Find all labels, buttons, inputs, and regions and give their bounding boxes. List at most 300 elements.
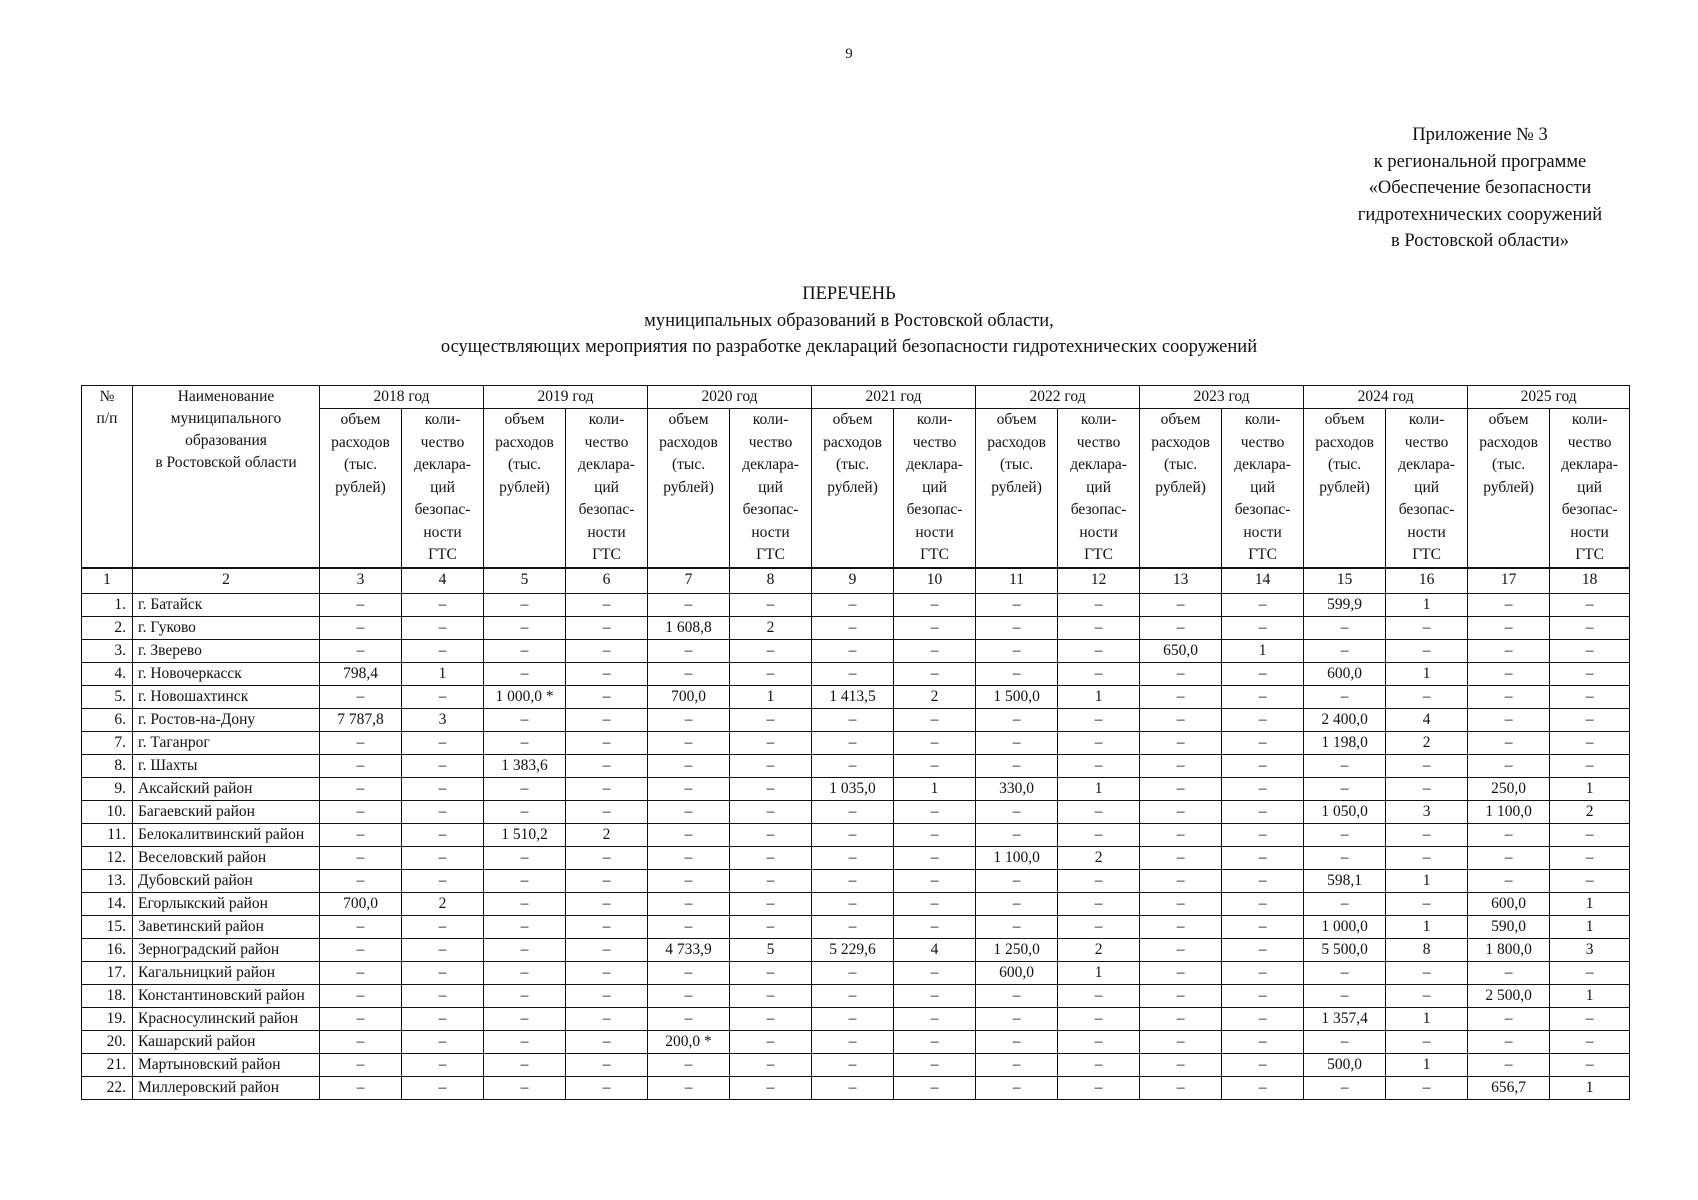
- volume-cell: –: [812, 1007, 894, 1030]
- volume-cell: –: [484, 961, 566, 984]
- count-cell: –: [894, 754, 976, 777]
- column-number: 12: [1058, 568, 1140, 594]
- appendix-line: к региональной программе: [1373, 151, 1587, 172]
- appendix-line: Приложение № 3: [1412, 125, 1548, 145]
- volume-cell: –: [1140, 1007, 1222, 1030]
- volume-cell: 1 250,0: [976, 938, 1058, 961]
- volume-cell: 500,0: [1304, 1053, 1386, 1076]
- volume-cell: 250,0: [1468, 777, 1550, 800]
- count-cell: –: [730, 708, 812, 731]
- volume-cell: –: [976, 1007, 1058, 1030]
- count-cell: –: [730, 639, 812, 662]
- municipality-name: Аксайский район: [133, 777, 320, 800]
- count-cell: 1: [1058, 777, 1140, 800]
- header-year: 2019 год: [484, 386, 648, 409]
- volume-cell: –: [976, 639, 1058, 662]
- count-cell: –: [1386, 616, 1468, 639]
- volume-cell: 798,4: [320, 662, 402, 685]
- volume-cell: –: [648, 846, 730, 869]
- count-cell: –: [566, 938, 648, 961]
- appendix-line: «Обеспечение безопасности: [1368, 178, 1592, 198]
- volume-cell: –: [484, 892, 566, 915]
- count-cell: –: [1058, 1030, 1140, 1053]
- count-cell: –: [1550, 961, 1630, 984]
- volume-cell: –: [320, 685, 402, 708]
- volume-cell: –: [320, 984, 402, 1007]
- volume-cell: –: [484, 800, 566, 823]
- column-number: 5: [484, 568, 566, 594]
- row-number: 1.: [82, 593, 133, 616]
- count-cell: –: [402, 1053, 484, 1076]
- volume-cell: –: [648, 731, 730, 754]
- row-number: 9.: [82, 777, 133, 800]
- volume-cell: –: [648, 800, 730, 823]
- volume-cell: –: [812, 1053, 894, 1076]
- count-cell: –: [402, 869, 484, 892]
- table-row: [82, 731, 1630, 754]
- count-cell: –: [566, 915, 648, 938]
- volume-cell: –: [1140, 869, 1222, 892]
- municipalities-table: [81, 385, 1630, 1100]
- count-cell: 4: [1386, 708, 1468, 731]
- header-count: коли- чество деклара- ций безопас- ности ГТС: [566, 409, 648, 568]
- count-cell: –: [1550, 731, 1630, 754]
- table-row: [82, 915, 1630, 938]
- municipality-name: г. Зверево: [133, 639, 320, 662]
- count-cell: –: [894, 616, 976, 639]
- row-number: 14.: [82, 892, 133, 915]
- count-cell: –: [894, 593, 976, 616]
- volume-cell: –: [812, 846, 894, 869]
- row-number: 5.: [82, 685, 133, 708]
- volume-cell: –: [1468, 1030, 1550, 1053]
- volume-cell: –: [320, 961, 402, 984]
- count-cell: –: [1222, 823, 1304, 846]
- volume-cell: 2 500,0: [1468, 984, 1550, 1007]
- count-cell: –: [566, 685, 648, 708]
- volume-cell: –: [1140, 938, 1222, 961]
- count-cell: –: [402, 1076, 484, 1099]
- volume-cell: –: [648, 1053, 730, 1076]
- row-number: 20.: [82, 1030, 133, 1053]
- row-number: 13.: [82, 869, 133, 892]
- header-year: 2024 год: [1304, 386, 1468, 409]
- count-cell: –: [1386, 846, 1468, 869]
- count-cell: –: [1550, 616, 1630, 639]
- count-cell: –: [566, 616, 648, 639]
- count-cell: –: [566, 777, 648, 800]
- volume-cell: –: [976, 892, 1058, 915]
- count-cell: –: [1222, 593, 1304, 616]
- municipality-name: Миллеровский район: [133, 1076, 320, 1099]
- volume-cell: –: [320, 616, 402, 639]
- count-cell: –: [402, 915, 484, 938]
- volume-cell: –: [1304, 1030, 1386, 1053]
- count-cell: –: [730, 662, 812, 685]
- volume-cell: –: [484, 846, 566, 869]
- count-cell: –: [894, 892, 976, 915]
- count-cell: –: [402, 731, 484, 754]
- column-number: 4: [402, 568, 484, 594]
- volume-cell: –: [648, 777, 730, 800]
- table-row: [82, 593, 1630, 616]
- header-num: № п/п: [82, 386, 133, 568]
- row-number: 12.: [82, 846, 133, 869]
- municipality-name: г. Шахты: [133, 754, 320, 777]
- volume-cell: –: [320, 1076, 402, 1099]
- volume-cell: –: [1468, 754, 1550, 777]
- count-cell: –: [566, 754, 648, 777]
- table-row: [82, 662, 1630, 685]
- count-cell: 8: [1386, 938, 1468, 961]
- count-cell: –: [402, 1007, 484, 1030]
- count-cell: –: [730, 593, 812, 616]
- volume-cell: –: [648, 915, 730, 938]
- count-cell: –: [1550, 1030, 1630, 1053]
- count-cell: 1: [402, 662, 484, 685]
- volume-cell: –: [812, 1076, 894, 1099]
- count-cell: 1: [1386, 915, 1468, 938]
- volume-cell: –: [1140, 1053, 1222, 1076]
- count-cell: 3: [1550, 938, 1630, 961]
- count-cell: –: [1058, 800, 1140, 823]
- count-cell: –: [1058, 731, 1140, 754]
- volume-cell: –: [1304, 1076, 1386, 1099]
- column-number: 18: [1550, 568, 1630, 594]
- count-cell: –: [1058, 593, 1140, 616]
- count-cell: –: [1386, 984, 1468, 1007]
- volume-cell: –: [320, 731, 402, 754]
- count-cell: –: [730, 961, 812, 984]
- count-cell: –: [566, 800, 648, 823]
- count-cell: –: [402, 639, 484, 662]
- municipality-name: Дубовский район: [133, 869, 320, 892]
- column-number: 17: [1468, 568, 1550, 594]
- count-cell: –: [566, 708, 648, 731]
- volume-cell: –: [320, 754, 402, 777]
- count-cell: 4: [894, 938, 976, 961]
- volume-cell: –: [484, 1007, 566, 1030]
- count-cell: –: [1550, 685, 1630, 708]
- volume-cell: –: [484, 915, 566, 938]
- count-cell: –: [1386, 754, 1468, 777]
- volume-cell: –: [1304, 846, 1386, 869]
- header-row-years: [82, 386, 1630, 409]
- municipality-name: Егорлыкский район: [133, 892, 320, 915]
- count-cell: –: [894, 823, 976, 846]
- row-number: 15.: [82, 915, 133, 938]
- volume-cell: –: [1140, 892, 1222, 915]
- count-cell: –: [894, 639, 976, 662]
- count-cell: –: [730, 823, 812, 846]
- column-number: 11: [976, 568, 1058, 594]
- count-cell: –: [1058, 984, 1140, 1007]
- municipality-name: Кашарский район: [133, 1030, 320, 1053]
- volume-cell: –: [648, 823, 730, 846]
- column-number: 1: [82, 568, 133, 594]
- count-cell: –: [1058, 708, 1140, 731]
- municipality-name: г. Батайск: [133, 593, 320, 616]
- count-cell: –: [566, 1076, 648, 1099]
- volume-cell: –: [1140, 731, 1222, 754]
- volume-cell: 4 733,9: [648, 938, 730, 961]
- count-cell: –: [566, 984, 648, 1007]
- volume-cell: –: [648, 1007, 730, 1030]
- volume-cell: –: [1468, 616, 1550, 639]
- volume-cell: –: [1140, 662, 1222, 685]
- volume-cell: –: [976, 1053, 1058, 1076]
- count-cell: –: [402, 777, 484, 800]
- count-cell: –: [1550, 639, 1630, 662]
- municipality-name: г. Новошахтинск: [133, 685, 320, 708]
- header-name: Наименование муниципального образования в Ростовской области: [133, 386, 320, 568]
- table-row: [82, 639, 1630, 662]
- row-number: 18.: [82, 984, 133, 1007]
- count-cell: –: [894, 1076, 976, 1099]
- volume-cell: –: [1468, 593, 1550, 616]
- volume-cell: –: [484, 869, 566, 892]
- count-cell: –: [894, 1007, 976, 1030]
- volume-cell: –: [1140, 800, 1222, 823]
- count-cell: –: [566, 639, 648, 662]
- volume-cell: –: [976, 915, 1058, 938]
- count-cell: –: [1222, 777, 1304, 800]
- volume-cell: –: [1140, 846, 1222, 869]
- volume-cell: –: [648, 593, 730, 616]
- count-cell: –: [1058, 639, 1140, 662]
- volume-cell: –: [484, 1076, 566, 1099]
- volume-cell: –: [976, 984, 1058, 1007]
- municipality-name: Белокалитвинский район: [133, 823, 320, 846]
- header-volume: объем расходов (тыс. рублей): [1304, 409, 1386, 568]
- count-cell: –: [1058, 1007, 1140, 1030]
- volume-cell: –: [812, 984, 894, 1007]
- volume-cell: –: [1304, 823, 1386, 846]
- count-cell: 2: [730, 616, 812, 639]
- volume-cell: –: [812, 800, 894, 823]
- header-count: коли- чество деклара- ций безопас- ности ГТС: [1386, 409, 1468, 568]
- count-cell: 3: [1386, 800, 1468, 823]
- volume-cell: –: [484, 1053, 566, 1076]
- title-line: ПЕРЕЧЕНЬ: [802, 284, 896, 304]
- count-cell: –: [730, 754, 812, 777]
- count-cell: 1: [1550, 984, 1630, 1007]
- count-cell: –: [402, 846, 484, 869]
- volume-cell: –: [648, 869, 730, 892]
- volume-cell: –: [1304, 777, 1386, 800]
- count-cell: –: [566, 662, 648, 685]
- volume-cell: –: [484, 662, 566, 685]
- count-cell: –: [566, 892, 648, 915]
- municipality-name: г. Новочеркасск: [133, 662, 320, 685]
- count-cell: –: [1058, 892, 1140, 915]
- volume-cell: –: [648, 1076, 730, 1099]
- table-row: [82, 800, 1630, 823]
- municipality-name: г. Ростов-на-Дону: [133, 708, 320, 731]
- count-cell: –: [1386, 961, 1468, 984]
- volume-cell: –: [1140, 915, 1222, 938]
- table-row: [82, 869, 1630, 892]
- count-cell: 1: [1222, 639, 1304, 662]
- volume-cell: –: [1468, 823, 1550, 846]
- count-cell: –: [1222, 616, 1304, 639]
- count-cell: 2: [894, 685, 976, 708]
- volume-cell: –: [320, 869, 402, 892]
- count-cell: 1: [1386, 662, 1468, 685]
- row-number: 21.: [82, 1053, 133, 1076]
- count-cell: 1: [1386, 1053, 1468, 1076]
- volume-cell: 700,0: [320, 892, 402, 915]
- row-number: 6.: [82, 708, 133, 731]
- count-cell: –: [1550, 869, 1630, 892]
- volume-cell: 1 050,0: [1304, 800, 1386, 823]
- count-cell: 1: [1550, 1076, 1630, 1099]
- count-cell: –: [566, 961, 648, 984]
- count-cell: 1: [1550, 777, 1630, 800]
- count-cell: 2: [1058, 846, 1140, 869]
- volume-cell: –: [812, 869, 894, 892]
- count-cell: –: [730, 846, 812, 869]
- volume-cell: –: [812, 616, 894, 639]
- volume-cell: 1 198,0: [1304, 731, 1386, 754]
- volume-cell: –: [484, 984, 566, 1007]
- row-number: 8.: [82, 754, 133, 777]
- count-cell: –: [894, 662, 976, 685]
- volume-cell: –: [976, 754, 1058, 777]
- volume-cell: –: [320, 639, 402, 662]
- municipality-name: г. Гуково: [133, 616, 320, 639]
- volume-cell: –: [320, 938, 402, 961]
- count-cell: –: [1222, 961, 1304, 984]
- volume-cell: 1 500,0: [976, 685, 1058, 708]
- row-number: 19.: [82, 1007, 133, 1030]
- count-cell: –: [1386, 823, 1468, 846]
- count-cell: –: [1386, 639, 1468, 662]
- volume-cell: 590,0: [1468, 915, 1550, 938]
- volume-cell: –: [1140, 961, 1222, 984]
- volume-cell: 1 800,0: [1468, 938, 1550, 961]
- table-row: [82, 1076, 1630, 1099]
- volume-cell: –: [484, 593, 566, 616]
- volume-cell: –: [976, 662, 1058, 685]
- volume-cell: –: [1140, 593, 1222, 616]
- volume-cell: –: [1140, 1030, 1222, 1053]
- volume-cell: –: [648, 708, 730, 731]
- column-number: 9: [812, 568, 894, 594]
- count-cell: –: [402, 984, 484, 1007]
- count-cell: –: [566, 869, 648, 892]
- count-cell: 2: [1386, 731, 1468, 754]
- volume-cell: –: [320, 800, 402, 823]
- volume-cell: –: [812, 593, 894, 616]
- volume-cell: –: [484, 938, 566, 961]
- count-cell: –: [566, 846, 648, 869]
- row-number: 7.: [82, 731, 133, 754]
- volume-cell: 1 383,6: [484, 754, 566, 777]
- volume-cell: –: [320, 846, 402, 869]
- title-line: муниципальных образований в Ростовской области,: [644, 310, 1054, 331]
- count-cell: 1: [1058, 685, 1140, 708]
- volume-cell: 650,0: [1140, 639, 1222, 662]
- volume-cell: 1 413,5: [812, 685, 894, 708]
- count-cell: –: [402, 754, 484, 777]
- volume-cell: –: [976, 616, 1058, 639]
- count-cell: –: [1222, 1053, 1304, 1076]
- volume-cell: –: [1304, 616, 1386, 639]
- count-cell: –: [1058, 915, 1140, 938]
- volume-cell: –: [1468, 731, 1550, 754]
- municipality-name: Кагальницкий район: [133, 961, 320, 984]
- volume-cell: –: [320, 1030, 402, 1053]
- volume-cell: –: [1304, 892, 1386, 915]
- count-cell: –: [894, 846, 976, 869]
- municipality-name: Заветинский район: [133, 915, 320, 938]
- count-cell: 1: [894, 777, 976, 800]
- count-cell: –: [402, 938, 484, 961]
- volume-cell: 2 400,0: [1304, 708, 1386, 731]
- appendix-line: в Ростовской области»: [1391, 231, 1569, 251]
- count-cell: 1: [1550, 892, 1630, 915]
- volume-cell: –: [648, 754, 730, 777]
- volume-cell: –: [1140, 1076, 1222, 1099]
- count-cell: –: [730, 915, 812, 938]
- column-number: 13: [1140, 568, 1222, 594]
- table-row: [82, 1030, 1630, 1053]
- column-number: 3: [320, 568, 402, 594]
- volume-cell: –: [1468, 846, 1550, 869]
- volume-cell: 600,0: [1468, 892, 1550, 915]
- count-cell: –: [566, 731, 648, 754]
- header-volume: объем расходов (тыс. рублей): [812, 409, 894, 568]
- count-cell: –: [894, 915, 976, 938]
- volume-cell: –: [484, 708, 566, 731]
- count-cell: –: [730, 869, 812, 892]
- volume-cell: –: [812, 708, 894, 731]
- volume-cell: 700,0: [648, 685, 730, 708]
- count-cell: –: [1222, 800, 1304, 823]
- volume-cell: –: [1140, 984, 1222, 1007]
- municipality-name: Красносулинский район: [133, 1007, 320, 1030]
- count-cell: –: [894, 961, 976, 984]
- count-cell: 3: [402, 708, 484, 731]
- count-cell: 1: [1058, 961, 1140, 984]
- volume-cell: –: [1140, 685, 1222, 708]
- count-cell: –: [1550, 1007, 1630, 1030]
- count-cell: –: [1386, 685, 1468, 708]
- volume-cell: –: [648, 662, 730, 685]
- column-number: 14: [1222, 568, 1304, 594]
- row-number: 3.: [82, 639, 133, 662]
- volume-cell: –: [648, 984, 730, 1007]
- count-cell: –: [1550, 823, 1630, 846]
- volume-cell: –: [484, 1030, 566, 1053]
- count-cell: –: [730, 892, 812, 915]
- table-body: [82, 593, 1630, 1099]
- table-row: [82, 1053, 1630, 1076]
- table-row: [82, 846, 1630, 869]
- count-cell: –: [1222, 731, 1304, 754]
- volume-cell: –: [1468, 685, 1550, 708]
- count-cell: –: [402, 593, 484, 616]
- count-cell: –: [1222, 708, 1304, 731]
- volume-cell: –: [812, 731, 894, 754]
- column-number: 8: [730, 568, 812, 594]
- volume-cell: –: [812, 639, 894, 662]
- municipality-name: Зерноградский район: [133, 938, 320, 961]
- volume-cell: –: [484, 777, 566, 800]
- header-volume: объем расходов (тыс. рублей): [484, 409, 566, 568]
- municipality-name: Константиновский район: [133, 984, 320, 1007]
